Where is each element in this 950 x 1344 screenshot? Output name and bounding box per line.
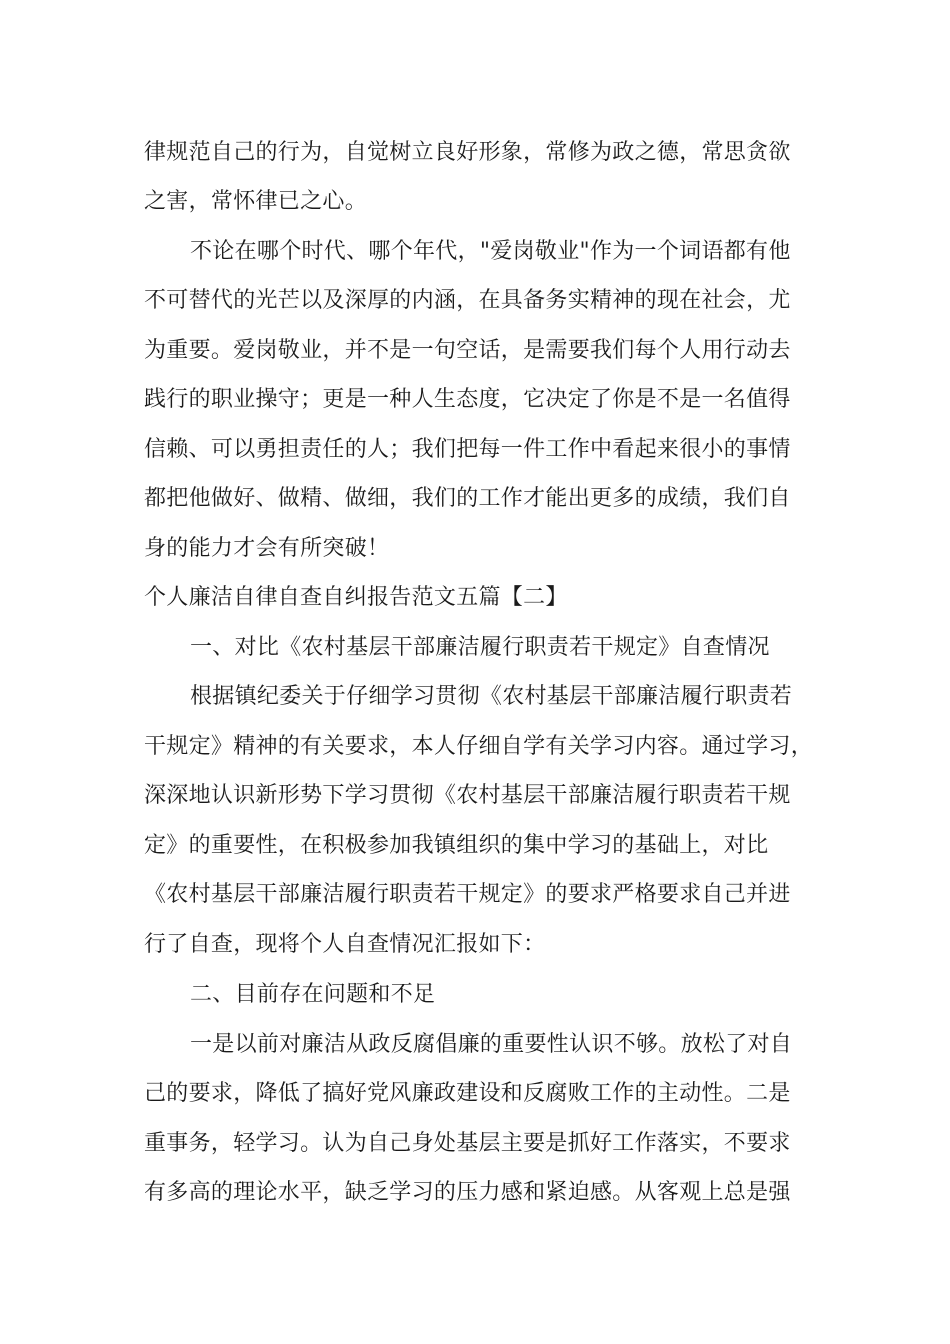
paragraph-line: 一是以前对廉洁从政反腐倡廉的重要性认识不够。放松了对自 <box>190 1032 793 1057</box>
section-heading: 二、目前存在问题和不足 <box>190 982 436 1007</box>
paragraph-line: 律规范自己的行为，自觉树立良好形象，常修为政之德，常思贪欲 <box>144 140 791 165</box>
section-title: 个人廉洁自律自查自纠报告范文五篇【二】 <box>144 585 568 610</box>
paragraph-line: 践行的职业操守；更是一种人生态度，它决定了你是不是一名值得 <box>144 387 791 412</box>
paragraph-line: 为重要。爱岗敬业，并不是一句空话，是需要我们每个人用行动去 <box>144 338 791 363</box>
paragraph-line: 不论在哪个时代、哪个年代，"爱岗敬业"作为一个词语都有他 <box>190 239 791 264</box>
section-heading: 一、对比《农村基层干部廉洁履行职责若干规定》自查情况 <box>190 635 770 660</box>
paragraph-line: 行了自查，现将个人自查情况汇报如下： <box>144 932 546 957</box>
paragraph-line: 之害，常怀律已之心。 <box>144 189 368 214</box>
paragraph-line: 根据镇纪委关于仔细学习贯彻《农村基层干部廉洁履行职责若 <box>190 684 793 709</box>
paragraph-line: 不可替代的光芒以及深厚的内涵，在具备务实精神的现在社会，尤 <box>144 288 791 313</box>
paragraph-line: 干规定》精神的有关要求，本人仔细自学有关学习内容。通过学习， <box>144 734 814 759</box>
paragraph-line: 《农村基层干部廉洁履行职责若干规定》的要求严格要求自己并进 <box>144 882 791 907</box>
paragraph-line: 己的要求，降低了搞好党风廉政建设和反腐败工作的主动性。二是 <box>144 1081 791 1106</box>
paragraph-line: 重事务，轻学习。认为自己身处基层主要是抓好工作落实，不要求 <box>144 1131 791 1156</box>
paragraph-line: 都把他做好、做精、做细，我们的工作才能出更多的成绩，我们自 <box>144 486 791 511</box>
paragraph-line: 有多高的理论水平，缺乏学习的压力感和紧迫感。从客观上总是强 <box>144 1180 791 1205</box>
paragraph-line: 信赖、可以勇担责任的人；我们把每一件工作中看起来很小的事情 <box>144 437 791 462</box>
paragraph-line: 定》的重要性，在积极参加我镇组织的集中学习的基础上，对比 <box>144 833 769 858</box>
paragraph-line: 深深地认识新形势下学习贯彻《农村基层干部廉洁履行职责若干规 <box>144 783 791 808</box>
paragraph-line: 身的能力才会有所突破！ <box>144 536 390 561</box>
